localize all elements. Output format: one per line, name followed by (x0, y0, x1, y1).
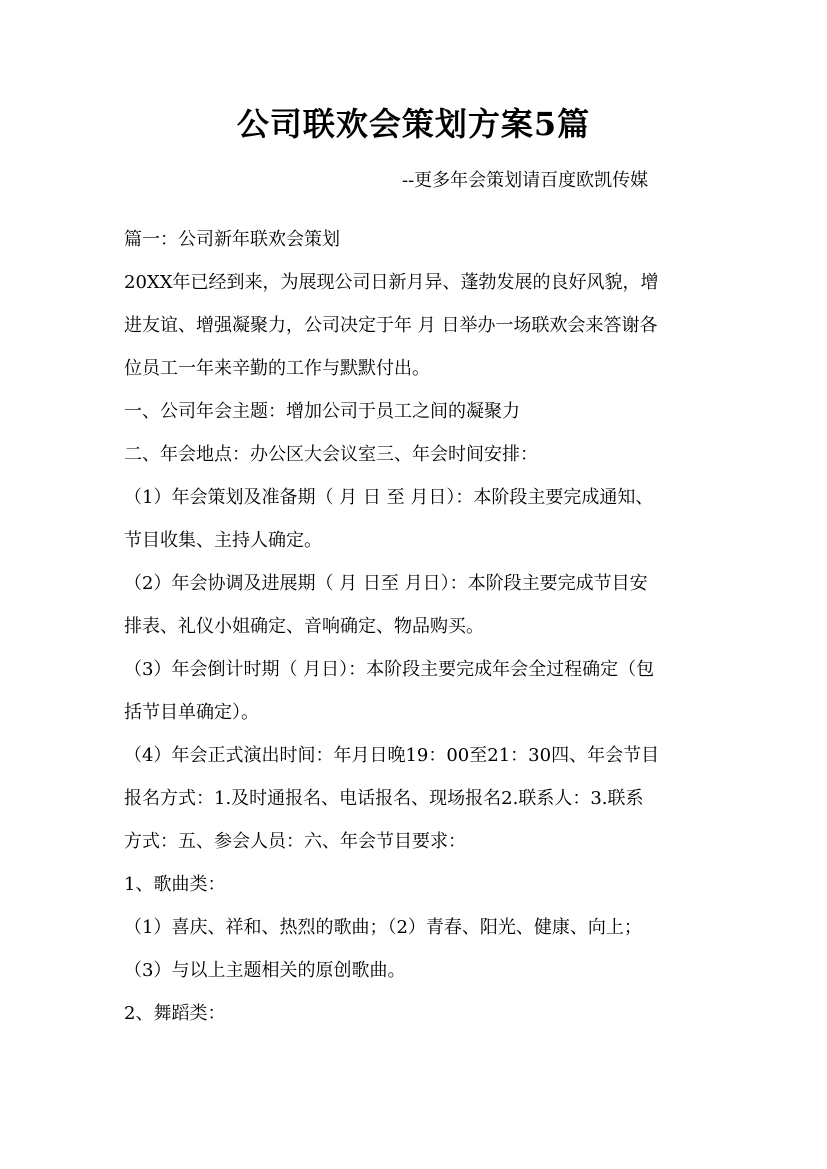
paragraph-line: 2、舞蹈类： (124, 1003, 226, 1024)
paragraph-line: 位员工一年来辛勤的工作与默默付出。 (124, 358, 430, 379)
paragraph-line: 20XX年已经到来，为展现公司日新月异、蓬勃发展的良好风貌，增 (124, 272, 659, 293)
paragraph-line: 报名方式：1.及时通报名、电话报名、现场报名2.联系人：3.联系 (124, 788, 644, 809)
paragraph-line: 二、年会地点：办公区大会议室三、年会时间安排： (124, 444, 538, 465)
paragraph-line: （3）年会倒计时期（ 月日）：本阶段主要完成年会全过程确定（包 (124, 659, 655, 680)
paragraph-line: （3）与以上主题相关的原创歌曲。 (124, 960, 406, 981)
paragraph-line: 1、歌曲类： (124, 874, 226, 895)
paragraph-line: （4）年会正式演出时间：年月日晚19：00至21：30四、年会节目 (124, 745, 660, 766)
paragraph-line: 方式：五、参会人员：六、年会节目要求： (124, 831, 466, 852)
paragraph-line: 排表、礼仪小姐确定、音响确定、物品购买。 (124, 616, 484, 637)
document-subtitle: --更多年会策划请百度欧凯传媒 (402, 170, 649, 191)
paragraph-line: （1）喜庆、祥和、热烈的歌曲；（2）青春、阳光、健康、向上； (124, 917, 642, 938)
paragraph-line: （1）年会策划及准备期（ 月 日 至 月日）：本阶段主要完成通知、 (124, 487, 654, 508)
document-title: 公司联欢会策划方案5篇 (236, 105, 591, 143)
paragraph-line: 进友谊、增强凝聚力，公司决定于年 月 日举办一场联欢会来答谢各 (124, 315, 658, 336)
section-heading: 篇一：公司新年联欢会策划 (124, 229, 340, 250)
paragraph-line: （2）年会协调及进展期（ 月 日至 月日）：本阶段主要完成节目安 (124, 573, 648, 594)
paragraph-line: 节目收集、主持人确定。 (124, 530, 322, 551)
paragraph-line: 括节目单确定）。 (124, 702, 259, 723)
paragraph-line: 一、公司年会主题：增加公司于员工之间的凝聚力 (124, 401, 520, 422)
